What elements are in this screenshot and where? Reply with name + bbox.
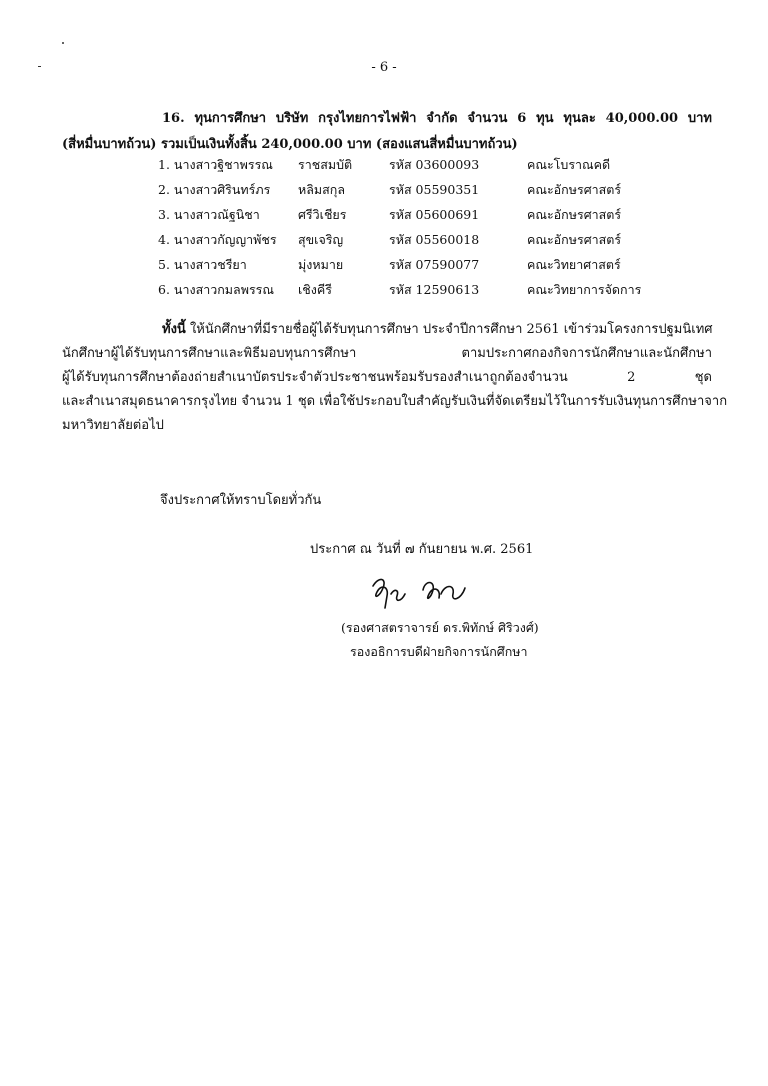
instruction-paragraph [62,318,728,438]
recipient-faculty: คณะวิทยาศาสตร์ [527,257,621,272]
recipient-code: รหัส 03600093 [389,157,480,172]
body-line-1-text: ให้นักศึกษาที่มีรายชื่อผู้ได้รับทุนการศึกษา ประจำปีการศึกษา 2561 เข้าร่วมโครงการปฐมนิเทศ [189,322,713,337]
body-line-2: นักศึกษาผู้ได้รับทุนการศึกษาและพิธีมอบทุนการศึกษา ตามประกาศกองกิจการนักศึกษาและนักศึกษา [62,346,712,361]
recipient-surname: สุขเจริญ [298,232,344,247]
recipient-code: รหัส 05590351 [389,182,480,197]
recipient-name: 4. นางสาวกัญญาพัชร [158,232,277,247]
heading-line-2: (สี่หมื่นบาทถ้วน) รวมเป็นเงินทั้งสิ้น 240,000.00 บาท (สองแสนสี่หมื่นบาทถ้วน) [62,137,518,152]
signer-name: (รองศาสตราจารย์ ดร.พิทักษ์ ศิริวงศ์) [341,620,539,635]
announcement-line: จึงประกาศให้ทราบโดยทั่วกัน [160,493,322,508]
recipient-faculty: คณะโบราณคดี [527,157,611,172]
page-number: - 6 - [371,60,397,75]
recipient-name: 5. นางสาวชรียา [158,257,247,272]
announcement-date: ประกาศ ณ วันที่ ๗ กันยายน พ.ศ. 2561 [310,542,534,557]
recipient-name: 6. นางสาวกมลพรรณ [158,282,274,297]
scholarship-heading [62,106,712,158]
recipient-code: รหัส 05560018 [389,232,480,247]
recipient-code: รหัส 12590613 [389,282,480,297]
body-lead: ทั้งนี้ [162,322,186,337]
recipient-code: รหัส 05600691 [389,207,480,222]
recipient-surname: เชิงคีรี [298,282,332,297]
recipient-name: 1. นางสาวฐิชาพรรณ [158,157,273,172]
recipient-surname: ราชสมบัติ [298,157,353,172]
signature-image [365,572,475,614]
recipient-faculty: คณะอักษรศาสตร์ [527,207,622,222]
recipient-faculty: คณะอักษรศาสตร์ [527,182,622,197]
body-line-3: ผู้ได้รับทุนการศึกษาต้องถ่ายสำเนาบัตรประจำตัวประชาชนพร้อมรับรองสำเนาถูกต้องจำนวน 2 ชุด [62,370,712,385]
recipient-name: 2. นางสาวศิรินทร์ภร [158,182,271,197]
body-line-1 [62,318,712,342]
recipient-surname: ศรีวิเชียร [298,207,347,222]
recipient-surname: มุ่งหมาย [298,257,344,272]
scan-speck [62,42,64,44]
body-line-5: มหาวิทยาลัยต่อไป [62,418,164,433]
recipient-faculty: คณะอักษรศาสตร์ [527,232,622,247]
recipient-surname: หลิมสกุล [298,182,345,197]
signer-position: รองอธิการบดีฝ่ายกิจการนักศึกษา [350,644,528,659]
recipient-faculty: คณะวิทยาการจัดการ [527,282,642,297]
heading-line-1: 16. ทุนการศึกษา บริษัท กรุงไทยการไฟฟ้า จำกัด จำนวน 6 ทุน ทุนละ 40,000.00 บาท [162,111,712,126]
recipient-name: 3. นางสาวณัฐนิชา [158,207,260,222]
body-line-4: และสำเนาสมุดธนาคารกรุงไทย จำนวน 1 ชุด เพื่อใช้ประกอบใบสำคัญรับเงินที่จัดเตรียมไว้ในการรับเงินทุนการศึกษาจาก [62,394,728,409]
recipient-code: รหัส 07590077 [389,257,480,272]
